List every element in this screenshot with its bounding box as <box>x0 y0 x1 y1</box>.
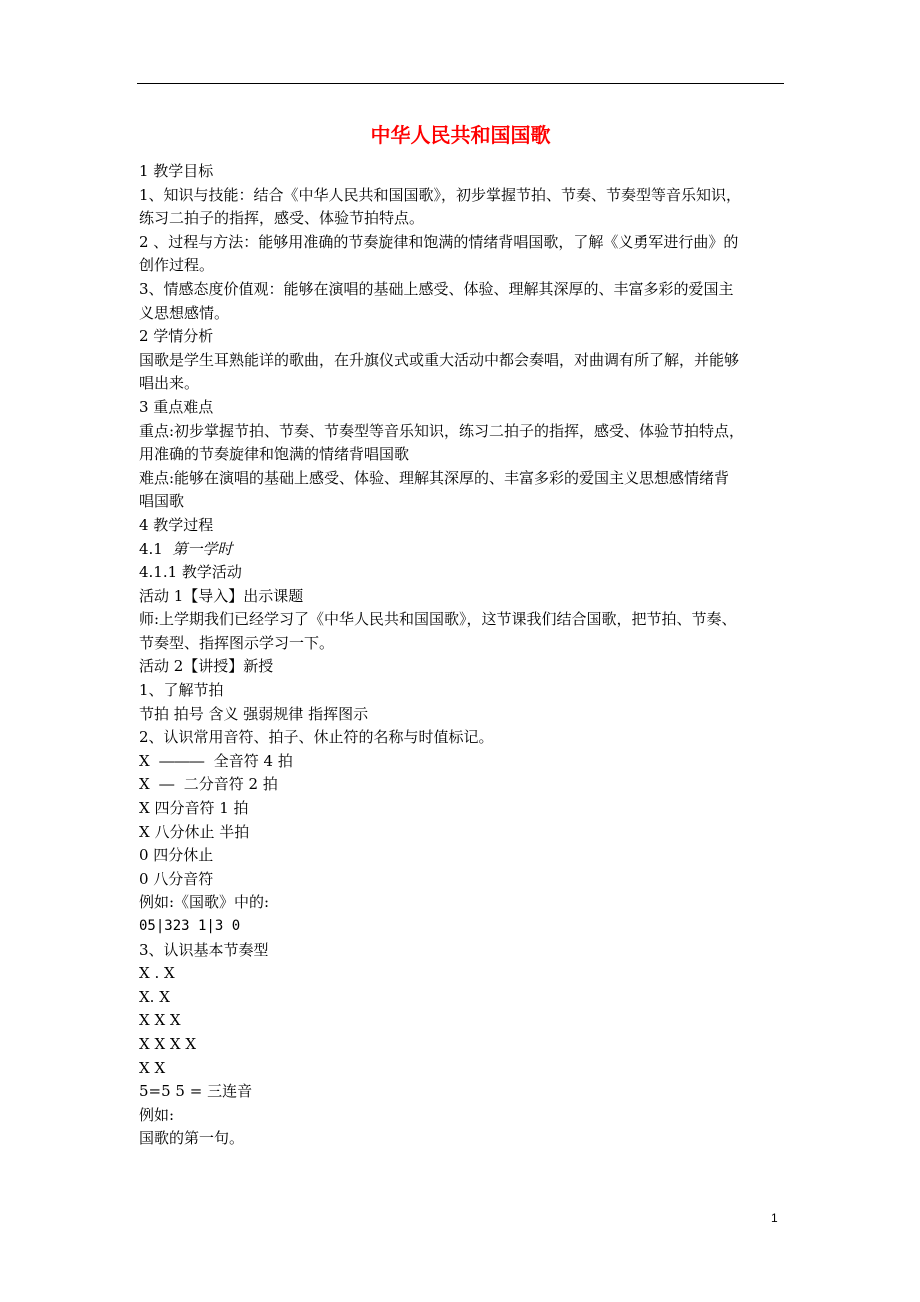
rhythm-line: X . X <box>139 964 175 983</box>
text-line: 节奏型、指挥图示学习一下。 <box>139 633 335 652</box>
notation-line: 05|323 1|3 0 <box>139 918 241 934</box>
rhythm-line: 5=5 5 = 三连音 <box>139 1082 253 1101</box>
text-line: 3、情感态度价值观：能够在演唱的基础上感受、体验、理解其深厚的、丰富多彩的爱国主 <box>139 279 734 298</box>
rhythm-line: X X X <box>139 1011 181 1030</box>
document-title: 中华人民共和国国歌 <box>370 123 551 147</box>
section-heading: 1 教学目标 <box>139 162 214 180</box>
subsection-heading <box>139 538 787 562</box>
text-line: 唱出来。 <box>139 374 200 393</box>
section-heading: 4 教学过程 <box>139 515 214 534</box>
page-number: 1 <box>771 1211 778 1225</box>
activity-heading: 活动 1【导入】出示课题 <box>139 586 304 605</box>
text-line: 节拍 拍号 含义 强弱规律 指挥图示 <box>139 704 369 723</box>
rhythm-line: X X X X <box>139 1034 197 1053</box>
subsection-heading: 4.1.1 教学活动 <box>139 563 242 582</box>
notation-line: X ― 二分音符 2 拍 <box>139 775 278 794</box>
text-line: 2、认识常用音符、拍子、休止符的名称与时值标记。 <box>139 728 494 747</box>
text-line: 唱国歌 <box>139 492 185 511</box>
text-line: 创作过程。 <box>139 256 215 275</box>
text-line: 例如: <box>139 1105 175 1124</box>
notation-line: 0 八分音符 <box>139 869 214 888</box>
text-line: 师:上学期我们已经学习了《中华人民共和国国歌》，这节课我们结合国歌，把节拍、节奏、 <box>139 610 737 629</box>
notation-line: X 八分休止 半拍 <box>139 822 250 841</box>
rhythm-line: X X <box>139 1058 166 1077</box>
text-line: 例如:《国歌》中的: <box>139 893 270 912</box>
text-line: 国歌的第一句。 <box>139 1129 245 1148</box>
text-line: 重点:初步掌握节拍、节奏、节奏型等音乐知识，练习二拍子的指挥，感受、体验节拍特点， <box>139 421 745 440</box>
rhythm-line: X. X <box>139 987 170 1006</box>
section-heading: 3 重点难点 <box>139 397 214 416</box>
text-line: 3、认识基本节奏型 <box>139 940 269 959</box>
text-line: 用准确的节奏旋律和饱满的情绪背唱国歌 <box>139 445 410 464</box>
subsection-title: 第一学时 <box>172 539 233 558</box>
text-line: 练习二拍子的指挥，感受、体验节拍特点。 <box>139 209 425 228</box>
header-rule <box>137 83 784 84</box>
document-body <box>139 160 787 1151</box>
text-line: 国歌是学生耳熟能详的歌曲，在升旗仪式或重大活动中都会奏唱，对曲调有所了解，并能够 <box>139 350 740 369</box>
text-line: 2 、过程与方法：能够用准确的节奏旋律和饱满的情绪背唱国歌，了解《义勇军进行曲》的 <box>139 232 739 251</box>
section-heading: 2 学情分析 <box>139 327 214 346</box>
notation-line: X 四分音符 1 拍 <box>139 799 249 818</box>
activity-heading: 活动 2【讲授】新授 <box>139 657 274 676</box>
subsection-number: 4.1 <box>139 539 173 558</box>
text-line: 1、知识与技能：结合《中华人民共和国国歌》，初步掌握节拍、节奏、节奏型等音乐知识， <box>139 185 742 204</box>
text-line: 难点:能够在演唱的基础上感受、体验、理解其深厚的、丰富多彩的爱国主义思想感情绪背 <box>139 468 730 487</box>
text-line: 义思想感情。 <box>139 303 230 322</box>
notation-line: X ――― 全音符 4 拍 <box>139 751 293 770</box>
text-line: 1、了解节拍 <box>139 681 224 700</box>
notation-line: 0 四分休止 <box>139 846 214 865</box>
